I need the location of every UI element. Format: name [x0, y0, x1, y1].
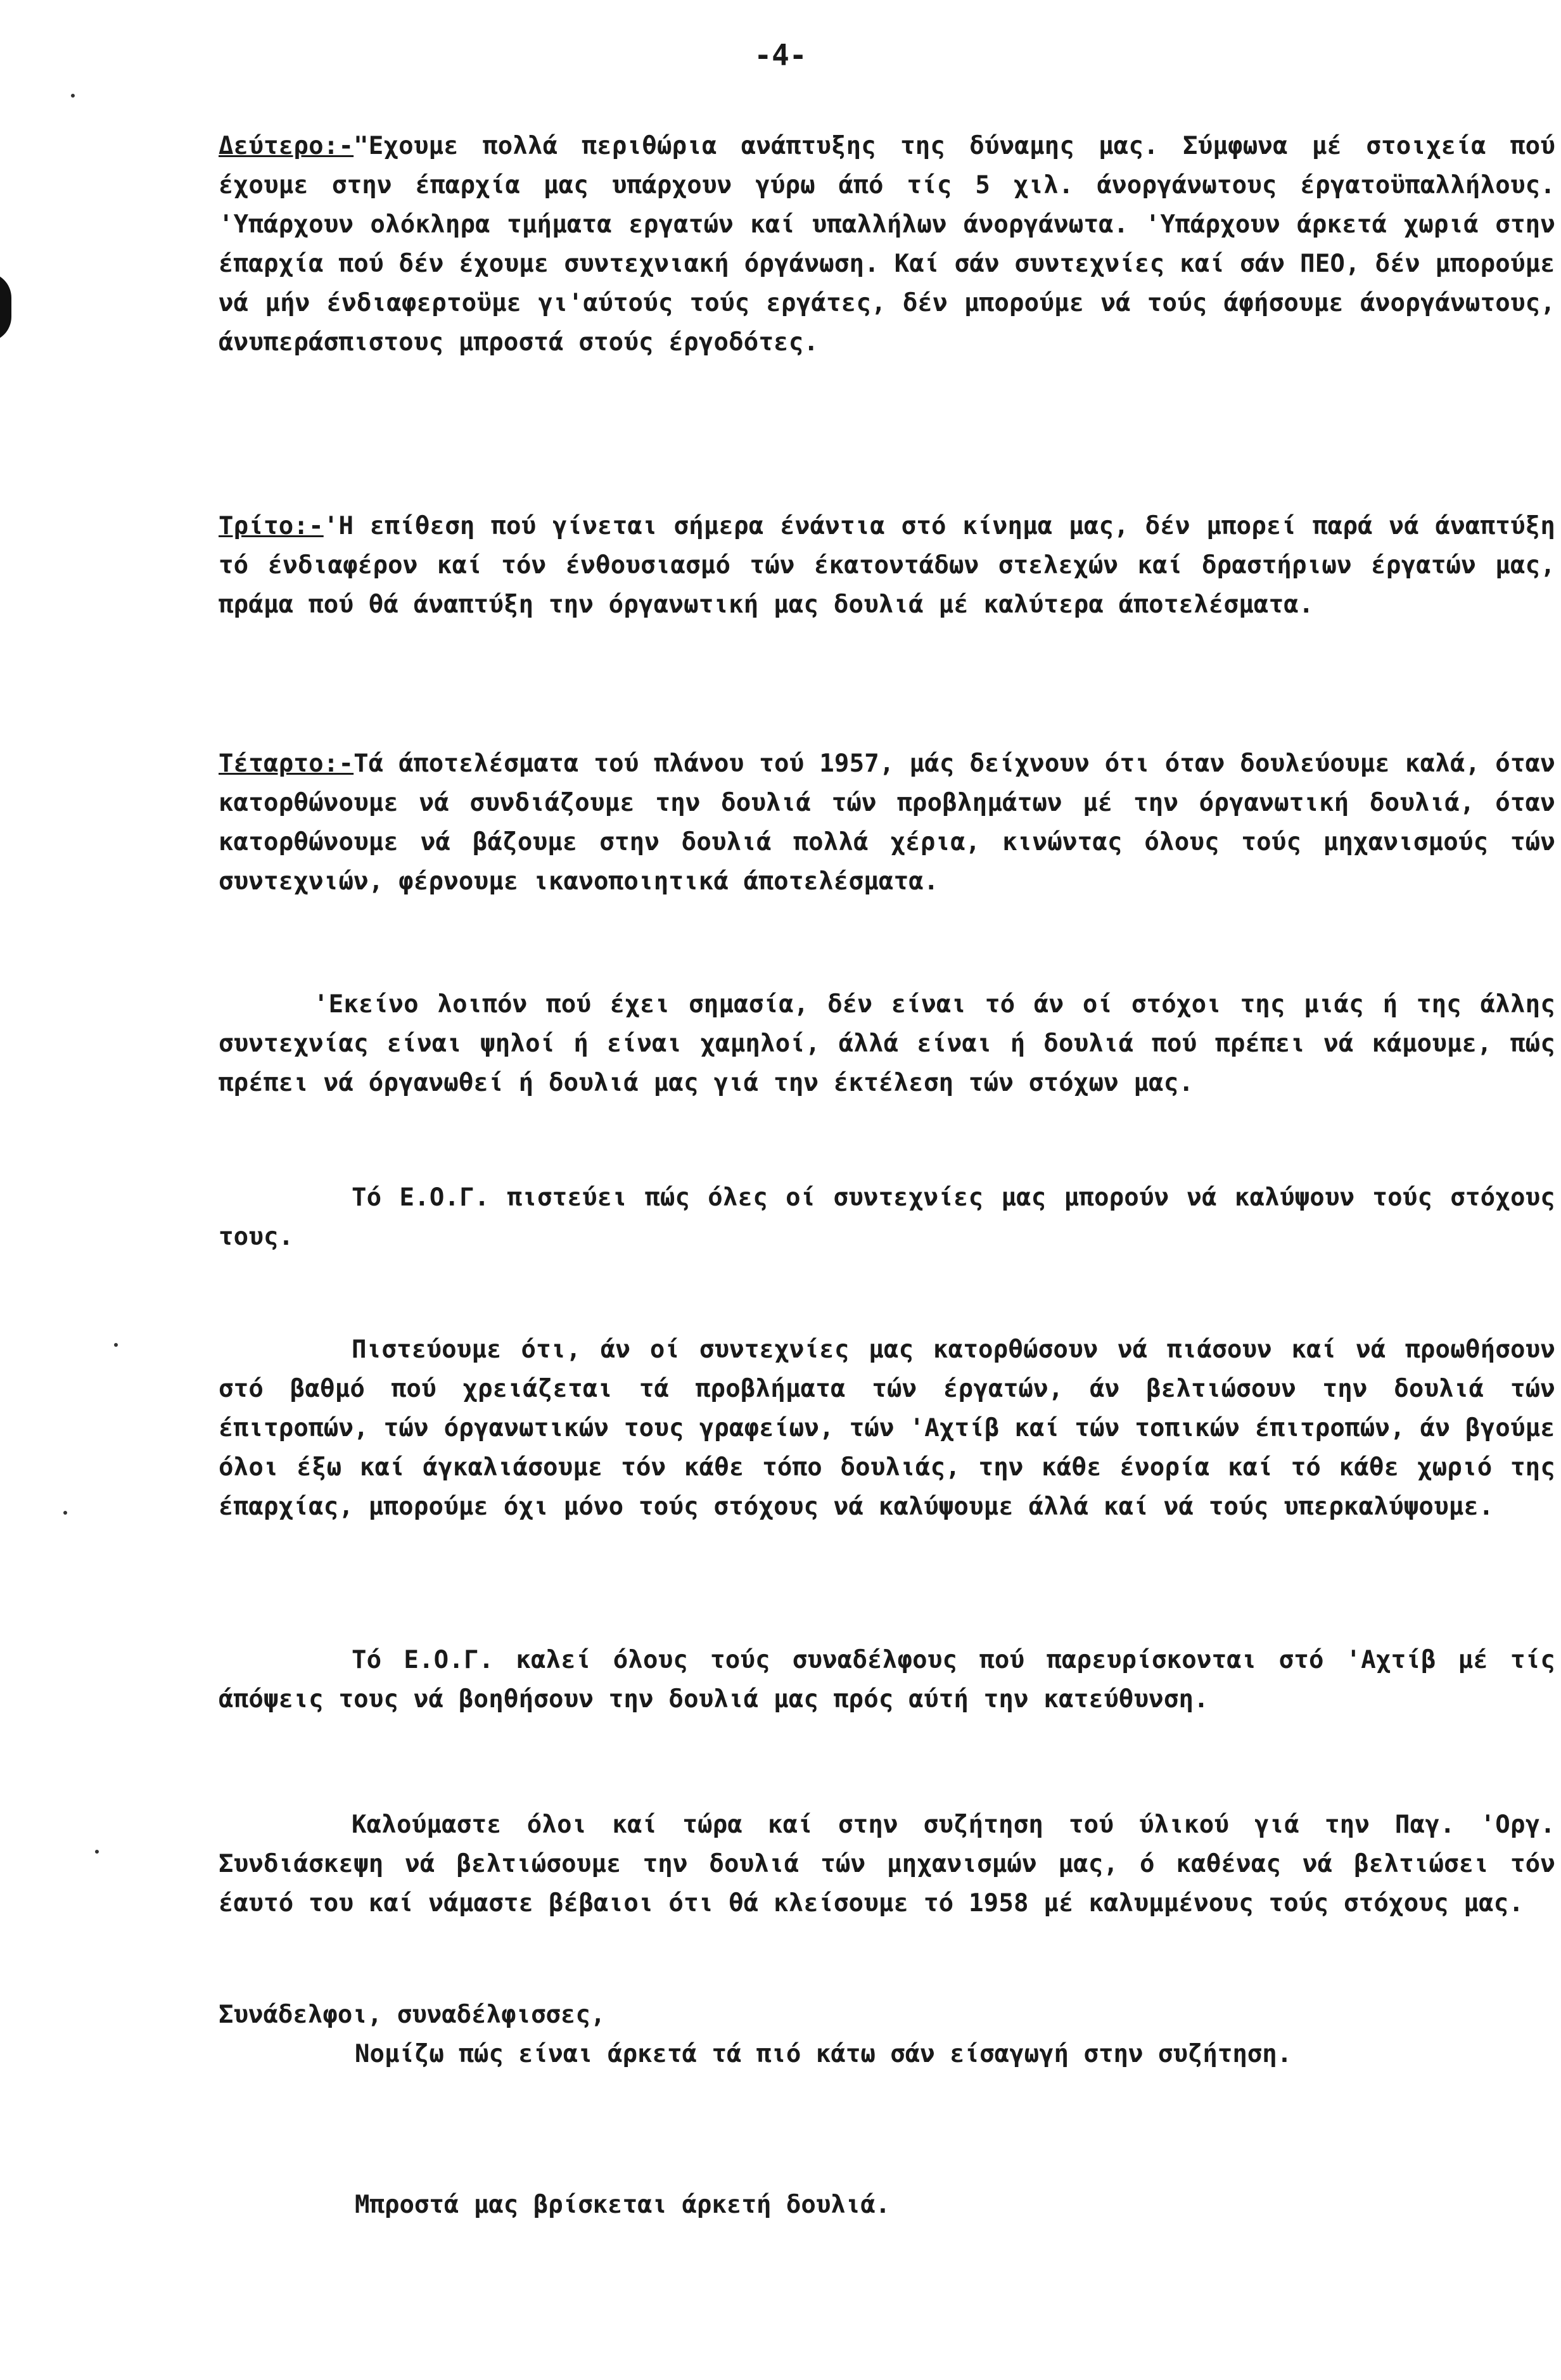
- paragraph-lead-third: Τρίτο:-: [219, 512, 324, 540]
- paragraph-text-second: "Εχουμε πολλά περιθώρια ανάπτυξης της δύναμης μας. Σύμφωνα μέ στοιχεία πού έχουμε στην έπαρχία μας υπάρχουν γύρω άπό τίς 5 χιλ. άνοργάνωτους έργατοϋπαλλήλους. 'Υπάρχουν ολόκληρα τμήματα εργατών καί υπαλλήλων άνοργάνωτα. 'Υπάρχουν άρκετά χωριά στην έπαρχία πού δέν έχουμε συντεχνιακή όργάνωση. Καί σάν συντεχνίες καί σάν ΠΕΟ, δέν μπορούμε νά μήν ένδιαφερτοϋμε γι'αύτούς τούς εργάτες, δέν μπορούμε νά τούς άφήσουμε άνοργάνωτους, άνυπεράσπιστους μπροστά στούς έργοδότες.: [219, 132, 1555, 357]
- speck: [95, 1850, 99, 1854]
- paragraph-we-believe: Πιστεύουμε ότι, άν οί συντεχνίες μας κατορθώσουν νά πιάσουν καί νά προωθήσουν στό βαθμό πού χρειάζεται τά προβλήματα τών έργατών, άν βελτιώσουν την δουλιά τών έπιτροπών, τών όργανωτικών τους γραφείων, τών 'Αχτίβ καί τών τοπικών έπιτροπών, άν βγούμε όλοι έξω καί άγκαλιάσουμε τόν κάθε τόπο δουλιάς, την κάθε ένορία καί τό κάθε χωριό της έπαρχίας, μπορούμε όχι μόνο τούς στόχους νά καλύψουμε άλλά καί νά τούς υπερκαλύψουμε.: [219, 1335, 1555, 1521]
- paragraph-text-third: 'Η επίθεση πού γίνεται σήμερα ένάντια στό κίνημα μας, δέν μπορεί παρά νά άναπτύξη τό ένδιαφέρον καί τόν ένθουσιασμό τών έκατοντάδων στελεχών καί δραστήριων έργατών μας, πράμα πού θά άναπτύξη την όργανωτική μας δουλιά μέ καλύτερα άποτελέσματα.: [219, 512, 1555, 619]
- punch-hole: [0, 272, 11, 342]
- paragraph-we-are-called: Καλούμαστε όλοι καί τώρα καί στην συζήτηση τού ύλικού γιά την Παγ. 'Οργ. Συνδιάσκεψη νά βελτιώσουμε την δουλιά τών μηχανισμών μας, ό καθένας νά βελτιώσει τόν έαυτό του καί νάμαστε βέβαιοι ότι θά κλείσουμε τό 1958 μέ καλυμμένους τούς στόχους μας.: [219, 1810, 1555, 1918]
- paragraph-work-ahead: Μπροστά μας βρίσκεται άρκετή δουλιά.: [355, 2191, 891, 2219]
- paragraph-eog-believes: Τό Ε.Ο.Γ. πιστεύει πώς όλες οί συντεχνίες μας μπορούν νά καλύψουν τούς στόχους τους.: [219, 1183, 1555, 1251]
- salutation: Συνάδελφοι, συναδέλφισσες,: [219, 2001, 606, 2029]
- page-number: -4-: [754, 38, 807, 72]
- paragraph-text-fourth: Τά άποτελέσματα τού πλάνου τού 1957, μάς δείχνουν ότι όταν δουλεύουμε καλά, όταν κατορθώνουμε νά συνδιάζουμε την δουλιά τών προβλημάτων μέ την όργανωτική δουλιά, όταν κατορθώνουμε νά βάζουμε στην δουλιά πολλά χέρια, κινώντας όλους τούς μηχανισμούς τών συντεχνιών, φέρνουμε ικανοποιητικά άποτελέσματα.: [219, 749, 1555, 896]
- paragraph-lead-fourth: Τέταρτο:-: [219, 749, 354, 778]
- speck: [71, 94, 75, 98]
- paragraph-importance: 'Εκείνο λοιπόν πού έχει σημασία, δέν είναι τό άν οί στόχοι της μιάς ή της άλλης συντεχνίας είναι ψηλοί ή είναι χαμηλοί, άλλά είναι ή δουλιά πού πρέπει νά κάμουμε, πώς πρέπει νά όργανωθεί ή δουλιά μας γιά την έκτέλεση τών στόχων μας.: [219, 990, 1555, 1097]
- speck: [114, 1343, 118, 1347]
- speck: [63, 1511, 67, 1515]
- paragraph-fourth: [219, 744, 1555, 901]
- paragraph-third: [219, 507, 1555, 625]
- paragraph-second: [219, 127, 1555, 362]
- paragraph-introduction: Νομίζω πώς είναι άρκετά τά πιό κάτω σάν είσαγωγή στην συζήτηση.: [355, 2040, 1292, 2068]
- paragraph-lead-second: Δεύτερο:-: [219, 132, 354, 160]
- paragraph-eog-calls: Τό Ε.Ο.Γ. καλεί όλους τούς συναδέλφους πού παρευρίσκονται στό 'Αχτίβ μέ τίς άπόψεις τους νά βοηθήσουν την δουλιά μας πρός αύτή την κατεύθυνση.: [219, 1646, 1555, 1714]
